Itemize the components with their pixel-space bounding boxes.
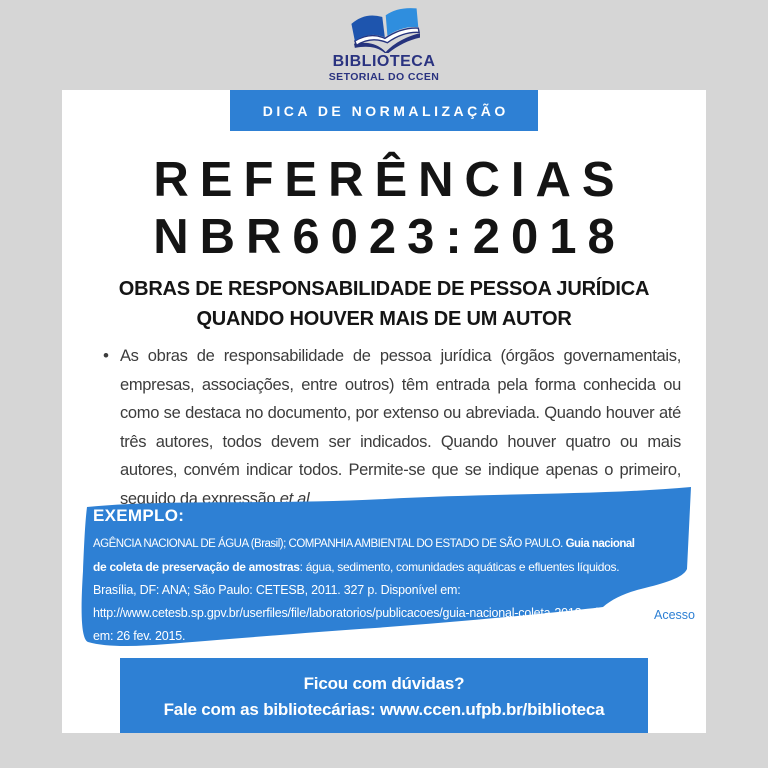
citation-line-3: Brasília, DF: ANA; São Paulo: CETESB, 2011. 327 p. Disponível em: bbox=[93, 583, 461, 597]
main-title-line2: NBR6023:2018 bbox=[153, 210, 626, 264]
logo-title: BIBLIOTECA bbox=[332, 53, 436, 70]
main-title bbox=[62, 152, 706, 266]
citation-line-5: em: 26 fev. 2015. bbox=[93, 629, 186, 643]
citation-line-2 bbox=[93, 556, 699, 579]
poster-card bbox=[62, 90, 706, 733]
overflow-word-acesso: Acesso bbox=[654, 608, 695, 622]
subtitle-line2: QUANDO HOUVER MAIS DE UM AUTOR bbox=[196, 308, 572, 330]
citation-subtitle: : água, sedimento, comunidades aquáticas e efluentes líquidos. bbox=[299, 560, 620, 574]
open-book-icon bbox=[336, 5, 432, 53]
paragraph-main: As obras de responsabilidade de pessoa jurídica (órgãos governamentais, empresas, associações, entre outros) têm entrada pela forma conhecida ou como se destaca no documento, por extenso ou abreviada. Quando houver até três autores, todos devem ser indicados. Quando houver quatro ou mais autores, convém indicar todos. Permite-se que se indique apenas o primeiro, seguido da expressão bbox=[119, 347, 681, 508]
main-title-line1: REFERÊNCIAS bbox=[153, 153, 626, 207]
subtitle-line1: OBRAS DE RESPONSABILIDADE DE PESSOA JURÍDICA bbox=[118, 278, 650, 300]
citation-line-1 bbox=[93, 533, 699, 556]
citation-title-bold-part1: Guia nacional bbox=[565, 538, 635, 550]
tip-banner bbox=[230, 90, 538, 131]
contact-question: Ficou com dúvidas? bbox=[303, 674, 465, 693]
example-highlight-block bbox=[75, 483, 699, 651]
citation-line-4-url: http://www.cetesb.sp.gpv.br/userfiles/file/laboratorios/publicacoes/guia-nacional-coleta-2012.pdf. bbox=[93, 606, 605, 620]
citation-authors: AGÊNCIA NACIONAL DE ÁGUA (Brasil); COMPANHIA AMBIENTAL DO ESTADO DE SÃO PAULO. bbox=[93, 538, 566, 550]
example-label: EXEMPLO: bbox=[93, 506, 185, 525]
citation-title-bold-part2: de coleta de preservação de amostras bbox=[93, 560, 300, 574]
example-content bbox=[75, 483, 699, 651]
contact-url: Fale com as bibliotecárias: www.ccen.ufpb.br/biblioteca bbox=[163, 700, 605, 719]
tip-banner-label: DICA DE NORMALIZAÇÃO bbox=[262, 102, 509, 119]
et-al-italic: et al. bbox=[279, 489, 314, 508]
library-logo bbox=[0, 5, 768, 84]
contact-banner bbox=[120, 658, 648, 733]
logo-subtitle: SETORIAL DO CCEN bbox=[328, 71, 440, 83]
subtitle bbox=[62, 274, 706, 334]
bullet-marker: • bbox=[103, 346, 109, 365]
